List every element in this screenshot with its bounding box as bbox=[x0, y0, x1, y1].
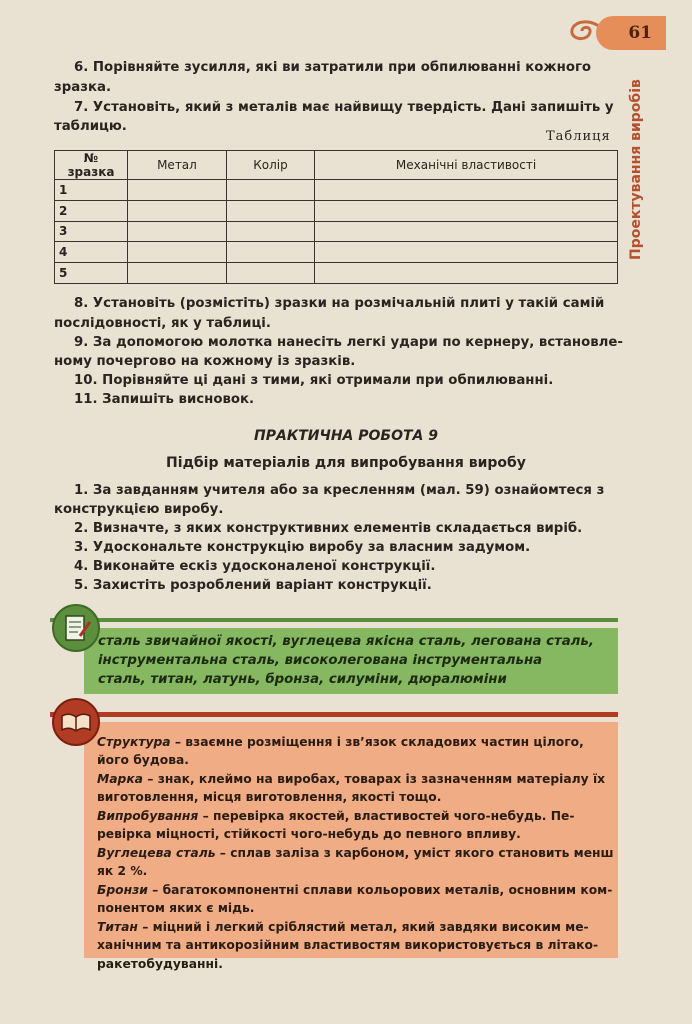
keywords-text bbox=[98, 632, 616, 689]
item-8-line1: 8. Установіть (розмістіть) зразки на розмічальній плиті у такій самій bbox=[74, 296, 605, 311]
item-8-line2: послідовності, як у таблиці. bbox=[54, 316, 271, 331]
row-number: 1 bbox=[55, 180, 128, 201]
section-side-title: Проектування виробів bbox=[628, 79, 644, 260]
keywords-line1: сталь звичайної якості, вуглецева якісна сталь, легована сталь, bbox=[98, 634, 594, 649]
glossary-line: ревірка міцності, стійкості чого-небудь до певного впливу. bbox=[97, 827, 521, 841]
open-book-icon bbox=[52, 698, 100, 746]
glossary-line: Титан – міцний і легкий сріблястий метал, який завдяки високим ме- bbox=[97, 920, 589, 934]
practical-work-subtitle: Підбір матеріалів для випробування виробу bbox=[166, 455, 526, 471]
step-1-line1: 1. За завданням учителя або за кресленням (мал. 59) ознайомтеся з bbox=[74, 483, 605, 498]
table-row bbox=[55, 180, 618, 201]
glossary-line: ханічним та антикорозійним властивостям використовується в літако- bbox=[97, 938, 599, 952]
row-number: 3 bbox=[55, 221, 128, 242]
glossary-line: його будова. bbox=[97, 753, 189, 767]
glossary-line: Марка – знак, клеймо на виробах, товарах із зазначенням матеріалу їх bbox=[97, 772, 606, 786]
samples-table bbox=[54, 150, 618, 284]
row-number: 5 bbox=[55, 263, 128, 284]
glossary-line: виготовлення, місця виготовлення, якості тощо. bbox=[97, 790, 442, 804]
glossary-line: ракетобудуванні. bbox=[97, 957, 223, 971]
table-header-color: Колір bbox=[226, 151, 314, 180]
keywords-line3: сталь, титан, латунь, бронза, силуміни, дюралюміни bbox=[98, 672, 507, 687]
glossary-term: Вуглецева сталь bbox=[97, 846, 216, 860]
notepad-icon bbox=[52, 604, 100, 652]
item-11: 11. Запишіть висновок. bbox=[74, 392, 255, 407]
glossary-term: Структура bbox=[97, 735, 171, 749]
step-1-line2: конструкцією виробу. bbox=[54, 502, 224, 517]
glossary-term: Випробування bbox=[97, 809, 199, 823]
step-3: 3. Удоскональте конструкцію виробу за власним задумом. bbox=[74, 540, 531, 555]
glossary-term: Титан bbox=[97, 920, 138, 934]
table-header-metal: Метал bbox=[128, 151, 227, 180]
glossary-term: Марка bbox=[97, 772, 143, 786]
item-10: 10. Порівняйте ці дані з тими, які отримали при обпилюванні. bbox=[74, 373, 554, 388]
glossary-line: понентом яких є мідь. bbox=[97, 901, 255, 915]
keywords-divider bbox=[50, 618, 618, 622]
row-number: 4 bbox=[55, 242, 128, 263]
table-caption: Таблиця bbox=[546, 129, 611, 144]
table-header-sample: № зразка bbox=[55, 151, 128, 180]
glossary-line: Випробування – перевірка якостей, властивостей чого-небудь. Пе- bbox=[97, 809, 575, 823]
table-header-properties: Механічні властивості bbox=[315, 151, 618, 180]
item-6-line2: зразка. bbox=[54, 80, 111, 95]
step-5: 5. Захистіть розроблений варіант конструкції. bbox=[74, 578, 432, 593]
table-row bbox=[55, 200, 618, 221]
item-7-line1: 7. Установіть, який з металів має найвищу твердість. Дані запишіть у bbox=[74, 100, 614, 115]
item-7-line2: таблицю. bbox=[54, 119, 127, 134]
glossary-line: Структура – взаємне розміщення і зв’язок складових частин цілого, bbox=[97, 735, 584, 749]
keywords-line2: інструментальна сталь, високолегована інструментальна bbox=[98, 653, 543, 668]
table-row bbox=[55, 263, 618, 284]
glossary-divider bbox=[50, 712, 618, 717]
step-4: 4. Виконайте ескіз удосконаленої конструкції. bbox=[74, 559, 436, 574]
page-number: 61 bbox=[596, 16, 666, 50]
glossary-line: як 2 %. bbox=[97, 864, 148, 878]
table-row bbox=[55, 242, 618, 263]
item-6-line1: 6. Порівняйте зусилля, які ви затратили при обпилюванні кожного bbox=[74, 60, 592, 75]
glossary-line: Вуглецева сталь – сплав заліза з карбоном, уміст якого становить менш bbox=[97, 846, 614, 860]
step-2: 2. Визначте, з яких конструктивних елементів складається виріб. bbox=[74, 521, 583, 536]
row-number: 2 bbox=[55, 200, 128, 221]
glossary-line: Бронзи – багатокомпонентні сплави кольорових металів, основним ком- bbox=[97, 883, 613, 897]
item-9-line2: ному почергово на кожному із зразків. bbox=[54, 354, 356, 369]
table-row bbox=[55, 221, 618, 242]
item-9-line1: 9. За допомогою молотка нанесіть легкі удари по кернеру, встановле- bbox=[74, 335, 623, 350]
glossary-term: Бронзи bbox=[97, 883, 148, 897]
practical-work-title: ПРАКТИЧНА РОБОТА 9 bbox=[254, 428, 438, 444]
